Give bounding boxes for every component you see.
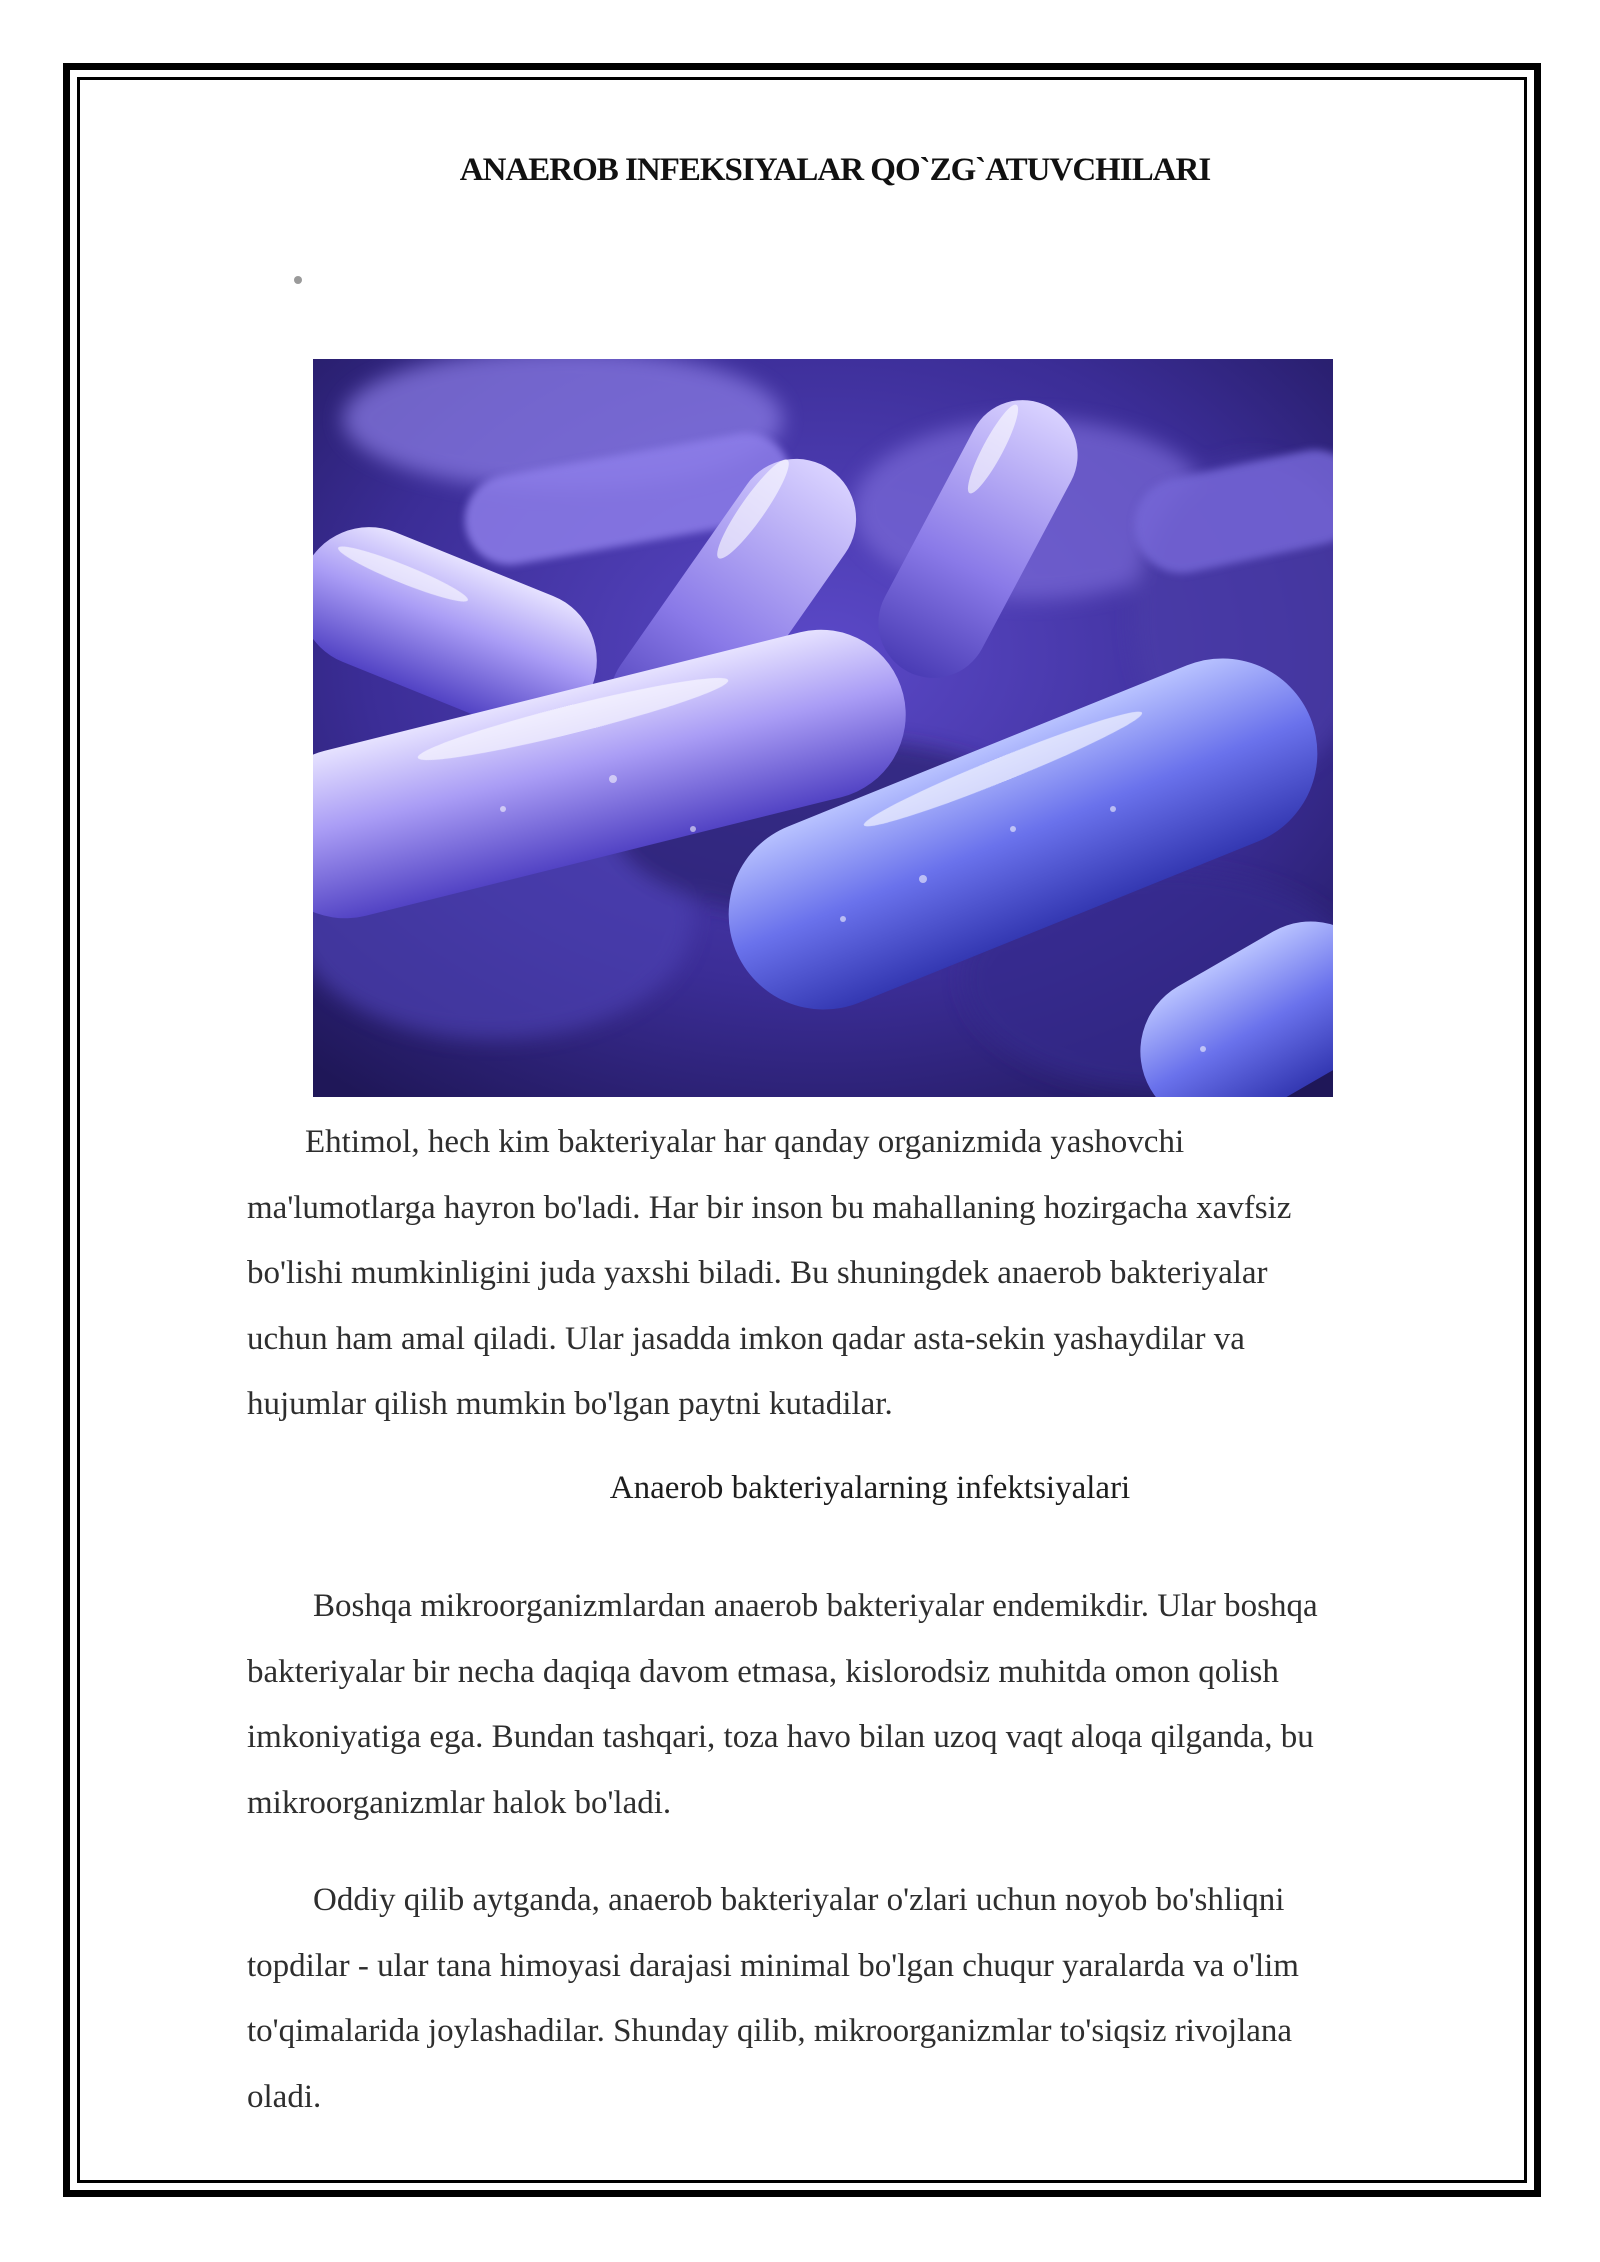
paragraph-1-line-1: Ehtimol, hech kim bakteriyalar har qanday organizmida yashovchi bbox=[305, 1124, 1185, 1160]
document-title: ANAEROB INFEKSIYALAR QO`ZG`ATUVCHILARI bbox=[459, 152, 1211, 188]
paragraph-2-line-2: bakteriyalar bir necha daqiqa davom etmasa, kislorodsiz muhitda omon qolish bbox=[247, 1653, 1279, 1690]
paragraph-2-line-3: imkoniyatiga ega. Bundan tashqari, toza havo bilan uzoq vaqt aloqa qilganda, bu bbox=[247, 1719, 1314, 1755]
paragraph-1-line-3: bo'lishi mumkinligini juda yaxshi biladi. Bu shuningdek anaerob bakteriyalar bbox=[247, 1255, 1268, 1291]
paragraph-3-line-1: Oddiy qilib aytganda, anaerob bakteriyalar o'zlari uchun noyob bo'shliqni bbox=[313, 1882, 1285, 1918]
paragraph-2-line-4: mikroorganizmlar halok bo'ladi. bbox=[247, 1784, 672, 1821]
paragraph-2 bbox=[247, 1574, 1477, 1836]
paragraph-1-line-4: uchun ham amal qiladi. Ular jasadda imkon qadar asta-sekin yashaydilar va bbox=[247, 1320, 1245, 1357]
paragraph-2-line-1: Boshqa mikroorganizmlardan anaerob bakteriyalar endemikdir. Ular boshqa bbox=[313, 1588, 1318, 1624]
bullet-dot bbox=[294, 276, 302, 284]
bacteria-illustration bbox=[313, 359, 1333, 1097]
bacteria-photo bbox=[313, 359, 1333, 1097]
paragraph-1 bbox=[247, 1110, 1477, 1438]
paragraph-1-line-2: ma'lumotlarga hayron bo'ladi. Har bir inson bu mahallaning hozirgacha xavfsiz bbox=[247, 1189, 1292, 1226]
paragraph-3-line-2: topdilar - ular tana himoyasi darajasi minimal bo'lgan chuqur yaralarda va o'lim bbox=[247, 1947, 1299, 1984]
paragraph-3-line-3: to'qimalarida joylashadilar. Shunday qilib, mikroorganizmlar to'siqsiz rivojlana bbox=[247, 2013, 1293, 2049]
paragraph-3 bbox=[247, 1868, 1477, 2130]
paragraph-3-line-4: oladi. bbox=[247, 2078, 322, 2115]
section-subheading: Anaerob bakteriyalarning infektsiyalari bbox=[609, 1470, 1131, 1506]
paragraph-1-line-5: hujumlar qilish mumkin bo'lgan paytni kutadilar. bbox=[247, 1386, 893, 1422]
